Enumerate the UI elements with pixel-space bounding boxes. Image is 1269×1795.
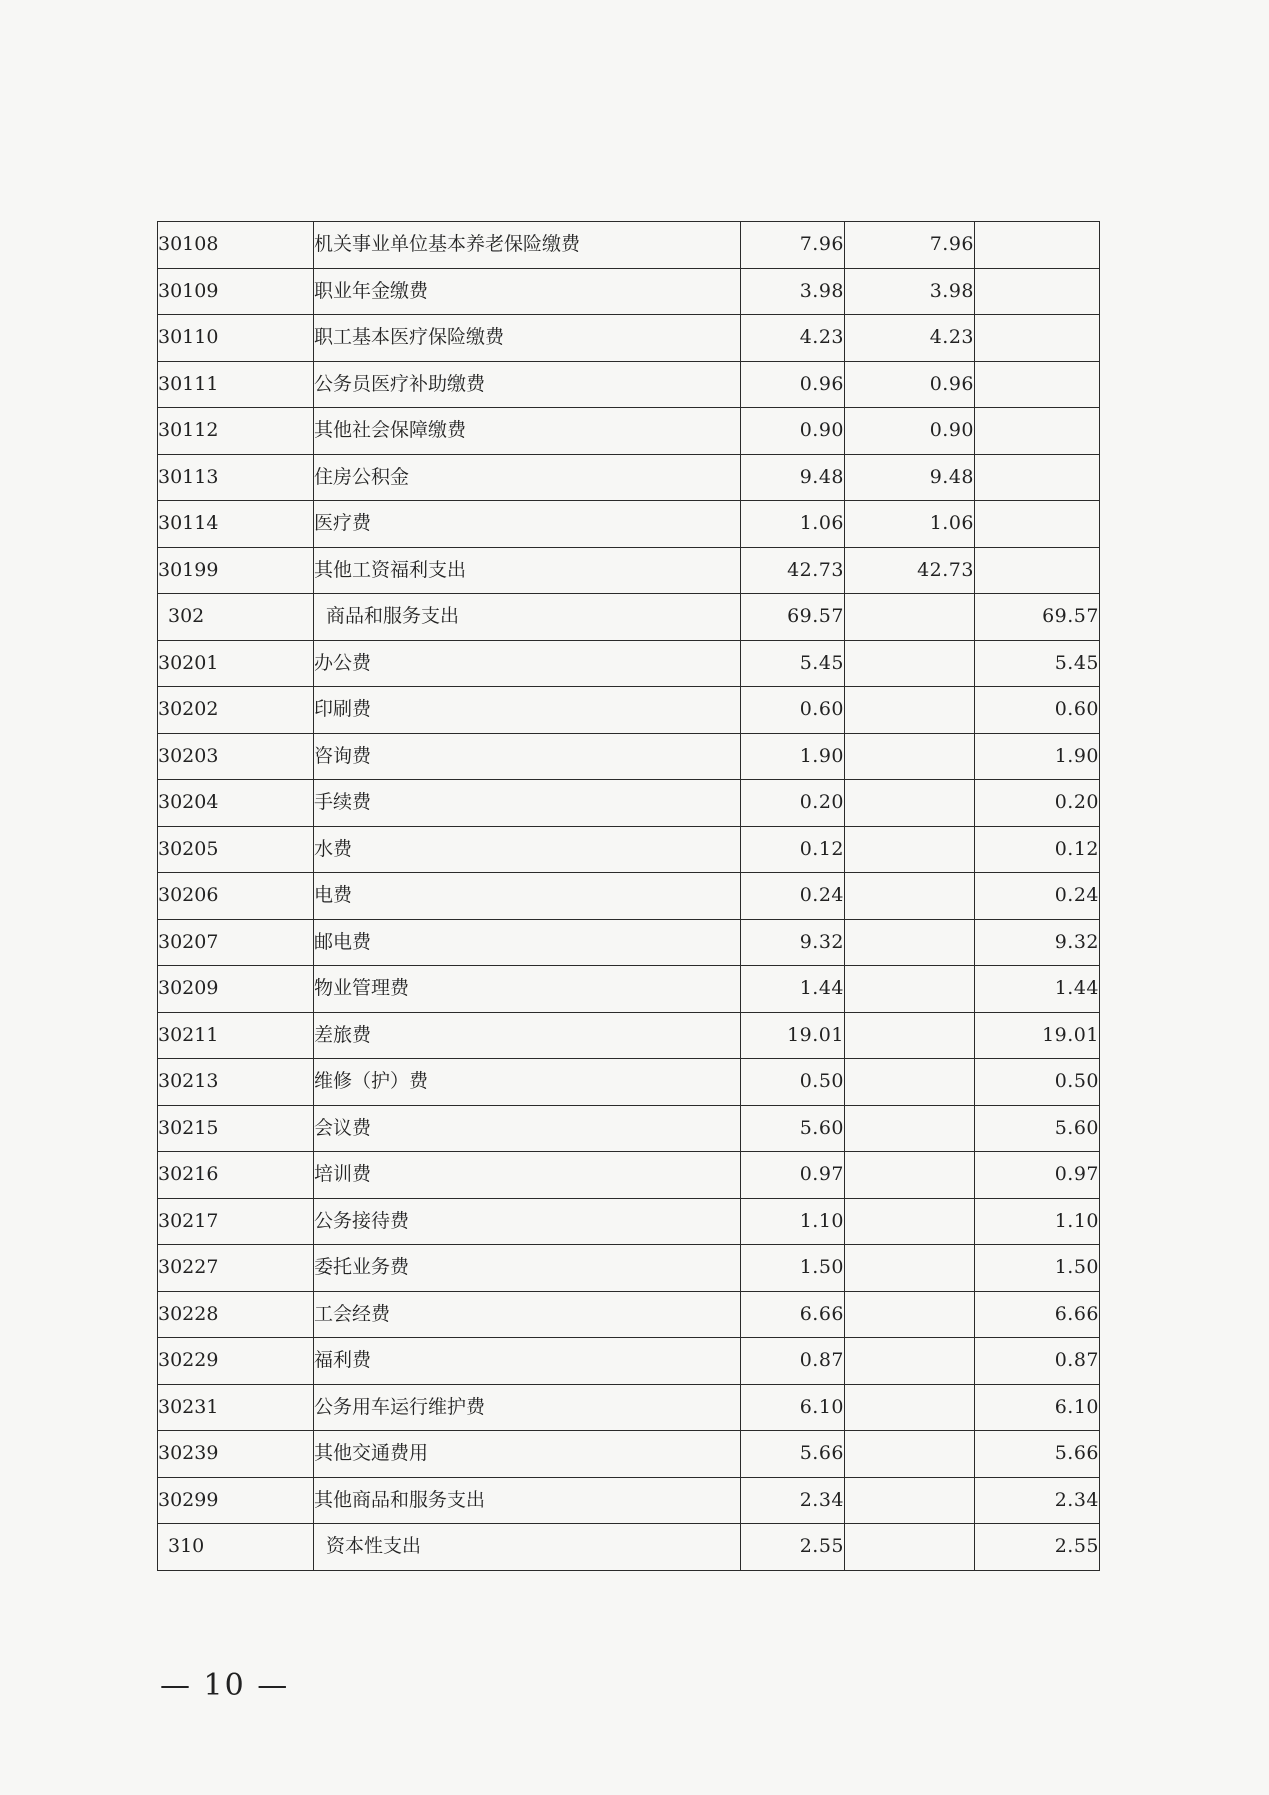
basic-expenditure-cell	[845, 826, 975, 873]
project-expenditure-cell: 5.66	[975, 1431, 1100, 1478]
project-expenditure-cell: 1.10	[975, 1198, 1100, 1245]
table-row	[158, 1291, 1100, 1338]
account-name-cell: 公务用车运行维护费	[314, 1384, 741, 1431]
account-code-cell: 30114	[158, 501, 314, 548]
total-amount-cell: 1.44	[741, 966, 845, 1013]
account-name-cell: 公务接待费	[314, 1198, 741, 1245]
account-code-cell: 30229	[158, 1338, 314, 1385]
project-expenditure-cell	[975, 315, 1100, 362]
basic-expenditure-cell: 9.48	[845, 454, 975, 501]
total-amount-cell: 0.50	[741, 1059, 845, 1106]
basic-expenditure-cell: 42.73	[845, 547, 975, 594]
basic-expenditure-cell	[845, 1477, 975, 1524]
basic-expenditure-cell	[845, 1198, 975, 1245]
table-row	[158, 873, 1100, 920]
account-code-cell: 30112	[158, 408, 314, 455]
project-expenditure-cell: 9.32	[975, 919, 1100, 966]
table-row	[158, 547, 1100, 594]
account-code-cell: 30299	[158, 1477, 314, 1524]
project-expenditure-cell: 0.97	[975, 1152, 1100, 1199]
account-name-cell: 办公费	[314, 640, 741, 687]
account-code-cell: 30211	[158, 1012, 314, 1059]
project-expenditure-cell: 5.45	[975, 640, 1100, 687]
basic-expenditure-cell: 7.96	[845, 222, 975, 269]
table-row	[158, 1431, 1100, 1478]
total-amount-cell: 6.66	[741, 1291, 845, 1338]
project-expenditure-cell	[975, 454, 1100, 501]
total-amount-cell: 1.90	[741, 733, 845, 780]
basic-expenditure-cell	[845, 687, 975, 734]
project-expenditure-cell: 0.87	[975, 1338, 1100, 1385]
account-name-cell: 职业年金缴费	[314, 268, 741, 315]
account-name-cell: 印刷费	[314, 687, 741, 734]
project-expenditure-cell: 1.90	[975, 733, 1100, 780]
table-row	[158, 1524, 1100, 1571]
account-code-cell: 30228	[158, 1291, 314, 1338]
account-code-cell: 30113	[158, 454, 314, 501]
basic-expenditure-cell	[845, 1291, 975, 1338]
total-amount-cell: 0.20	[741, 780, 845, 827]
table-row	[158, 1105, 1100, 1152]
account-name-cell: 公务员医疗补助缴费	[314, 361, 741, 408]
project-expenditure-cell: 6.10	[975, 1384, 1100, 1431]
project-expenditure-cell	[975, 361, 1100, 408]
basic-expenditure-cell: 0.90	[845, 408, 975, 455]
table-row	[158, 1338, 1100, 1385]
table-row	[158, 687, 1100, 734]
project-expenditure-cell: 1.50	[975, 1245, 1100, 1292]
project-expenditure-cell	[975, 222, 1100, 269]
account-code-cell: 30209	[158, 966, 314, 1013]
table-row	[158, 1198, 1100, 1245]
table-row	[158, 1245, 1100, 1292]
account-code-cell: 30207	[158, 919, 314, 966]
table-row	[158, 1477, 1100, 1524]
total-amount-cell: 5.66	[741, 1431, 845, 1478]
account-code-cell: 30111	[158, 361, 314, 408]
basic-expenditure-cell	[845, 1431, 975, 1478]
total-amount-cell: 69.57	[741, 594, 845, 641]
project-expenditure-cell	[975, 501, 1100, 548]
total-amount-cell: 6.10	[741, 1384, 845, 1431]
account-name-cell: 手续费	[314, 780, 741, 827]
account-name-cell: 邮电费	[314, 919, 741, 966]
account-code-cell: 30110	[158, 315, 314, 362]
total-amount-cell: 42.73	[741, 547, 845, 594]
basic-expenditure-cell: 4.23	[845, 315, 975, 362]
account-name-cell: 机关事业单位基本养老保险缴费	[314, 222, 741, 269]
basic-expenditure-cell	[845, 780, 975, 827]
total-amount-cell: 4.23	[741, 315, 845, 362]
account-name-cell: 医疗费	[314, 501, 741, 548]
total-amount-cell: 9.32	[741, 919, 845, 966]
account-code-cell: 30204	[158, 780, 314, 827]
total-amount-cell: 5.60	[741, 1105, 845, 1152]
project-expenditure-cell: 6.66	[975, 1291, 1100, 1338]
basic-expenditure-cell	[845, 873, 975, 920]
table-row	[158, 361, 1100, 408]
basic-expenditure-cell	[845, 1012, 975, 1059]
basic-expenditure-cell	[845, 1105, 975, 1152]
total-amount-cell: 1.10	[741, 1198, 845, 1245]
basic-expenditure-cell	[845, 1338, 975, 1385]
account-code-cell: 30231	[158, 1384, 314, 1431]
table-row	[158, 1384, 1100, 1431]
account-code-cell: 30239	[158, 1431, 314, 1478]
account-name-cell: 水费	[314, 826, 741, 873]
total-amount-cell: 0.87	[741, 1338, 845, 1385]
table-row	[158, 966, 1100, 1013]
project-expenditure-cell: 0.12	[975, 826, 1100, 873]
table-row	[158, 1012, 1100, 1059]
account-name-cell: 培训费	[314, 1152, 741, 1199]
total-amount-cell: 19.01	[741, 1012, 845, 1059]
table-row	[158, 268, 1100, 315]
account-code-cell: 30205	[158, 826, 314, 873]
project-expenditure-cell: 0.60	[975, 687, 1100, 734]
account-name-cell: 咨询费	[314, 733, 741, 780]
account-name-cell: 其他交通费用	[314, 1431, 741, 1478]
basic-expenditure-cell	[845, 594, 975, 641]
project-expenditure-cell: 2.55	[975, 1524, 1100, 1571]
table-row	[158, 919, 1100, 966]
account-name-cell: 委托业务费	[314, 1245, 741, 1292]
basic-expenditure-cell	[845, 1524, 975, 1571]
account-name-cell: 其他商品和服务支出	[314, 1477, 741, 1524]
total-amount-cell: 1.06	[741, 501, 845, 548]
total-amount-cell: 3.98	[741, 268, 845, 315]
total-amount-cell: 0.12	[741, 826, 845, 873]
table-row	[158, 733, 1100, 780]
total-amount-cell: 0.60	[741, 687, 845, 734]
project-expenditure-cell: 1.44	[975, 966, 1100, 1013]
account-code-cell: 30216	[158, 1152, 314, 1199]
total-amount-cell: 0.96	[741, 361, 845, 408]
account-name-cell: 其他工资福利支出	[314, 547, 741, 594]
total-amount-cell: 9.48	[741, 454, 845, 501]
table-row	[158, 222, 1100, 269]
table-row	[158, 408, 1100, 455]
project-expenditure-cell: 0.50	[975, 1059, 1100, 1106]
account-code-cell: 302	[158, 594, 314, 641]
basic-expenditure-cell	[845, 640, 975, 687]
project-expenditure-cell	[975, 408, 1100, 455]
account-name-cell: 差旅费	[314, 1012, 741, 1059]
basic-expenditure-cell	[845, 1059, 975, 1106]
table-row	[158, 315, 1100, 362]
table-row	[158, 780, 1100, 827]
total-amount-cell: 2.55	[741, 1524, 845, 1571]
account-code-cell: 30199	[158, 547, 314, 594]
total-amount-cell: 0.97	[741, 1152, 845, 1199]
project-expenditure-cell: 19.01	[975, 1012, 1100, 1059]
account-code-cell: 30202	[158, 687, 314, 734]
basic-expenditure-cell: 3.98	[845, 268, 975, 315]
table-row	[158, 454, 1100, 501]
table-row	[158, 826, 1100, 873]
project-expenditure-cell: 69.57	[975, 594, 1100, 641]
basic-expenditure-cell	[845, 919, 975, 966]
account-name-cell: 资本性支出	[314, 1524, 741, 1571]
total-amount-cell: 5.45	[741, 640, 845, 687]
account-code-cell: 30108	[158, 222, 314, 269]
account-code-cell: 30206	[158, 873, 314, 920]
page-number: — 10 —	[160, 1668, 290, 1703]
account-name-cell: 电费	[314, 873, 741, 920]
table-row	[158, 594, 1100, 641]
project-expenditure-cell: 0.24	[975, 873, 1100, 920]
account-name-cell: 职工基本医疗保险缴费	[314, 315, 741, 362]
basic-expenditure-cell	[845, 733, 975, 780]
total-amount-cell: 1.50	[741, 1245, 845, 1292]
table-row	[158, 501, 1100, 548]
account-name-cell: 其他社会保障缴费	[314, 408, 741, 455]
basic-expenditure-cell	[845, 1384, 975, 1431]
expenditure-table	[157, 221, 1100, 1571]
table-row	[158, 1152, 1100, 1199]
total-amount-cell: 2.34	[741, 1477, 845, 1524]
project-expenditure-cell	[975, 268, 1100, 315]
project-expenditure-cell	[975, 547, 1100, 594]
project-expenditure-cell: 2.34	[975, 1477, 1100, 1524]
account-code-cell: 30213	[158, 1059, 314, 1106]
project-expenditure-cell: 5.60	[975, 1105, 1100, 1152]
basic-expenditure-cell	[845, 966, 975, 1013]
table-row	[158, 640, 1100, 687]
total-amount-cell: 0.24	[741, 873, 845, 920]
basic-expenditure-cell: 0.96	[845, 361, 975, 408]
account-name-cell: 物业管理费	[314, 966, 741, 1013]
basic-expenditure-cell: 1.06	[845, 501, 975, 548]
account-code-cell: 30217	[158, 1198, 314, 1245]
account-code-cell: 30215	[158, 1105, 314, 1152]
basic-expenditure-cell	[845, 1245, 975, 1292]
account-name-cell: 维修（护）费	[314, 1059, 741, 1106]
table-row	[158, 1059, 1100, 1106]
table-body	[158, 222, 1100, 1571]
project-expenditure-cell: 0.20	[975, 780, 1100, 827]
account-code-cell: 30227	[158, 1245, 314, 1292]
account-name-cell: 工会经费	[314, 1291, 741, 1338]
account-code-cell: 30201	[158, 640, 314, 687]
account-code-cell: 30109	[158, 268, 314, 315]
account-name-cell: 福利费	[314, 1338, 741, 1385]
account-code-cell: 310	[158, 1524, 314, 1571]
account-name-cell: 住房公积金	[314, 454, 741, 501]
total-amount-cell: 7.96	[741, 222, 845, 269]
total-amount-cell: 0.90	[741, 408, 845, 455]
account-code-cell: 30203	[158, 733, 314, 780]
basic-expenditure-cell	[845, 1152, 975, 1199]
account-name-cell: 商品和服务支出	[314, 594, 741, 641]
account-name-cell: 会议费	[314, 1105, 741, 1152]
